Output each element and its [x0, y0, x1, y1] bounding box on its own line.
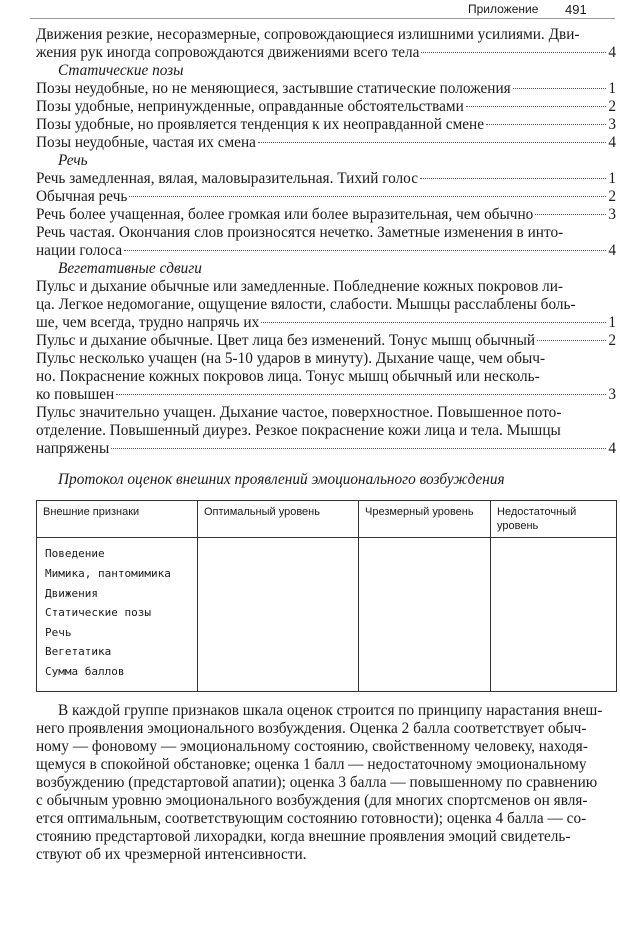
- dot-leader: [535, 214, 606, 215]
- entry-text: нации голоса: [36, 242, 123, 259]
- score-value: 4: [608, 242, 616, 259]
- column-header: Недостаточный уровень: [491, 501, 617, 538]
- entry-text: Пульс и дыхание обычные. Цвет лица без изменений. Тонус мышц обычный: [36, 332, 536, 349]
- entry-text: ше, чем всегда, трудно напрячь их: [36, 314, 260, 331]
- entry-text: отделение. Повышенный диурез. Резкое покраснение кожи лица и тела. Мышцы: [36, 422, 561, 439]
- dot-leader: [261, 322, 606, 323]
- protocol-title: Протокол оценок внешних проявлений эмоционального возбуждения: [58, 471, 505, 488]
- header-rule: [30, 18, 615, 19]
- scored-line: [36, 80, 616, 98]
- score-value: 3: [608, 116, 616, 133]
- column-header: Внешние признаки: [37, 501, 198, 538]
- scored-line: [36, 170, 616, 188]
- scored-line: [36, 242, 616, 260]
- paragraph-line: стоянию предстартовой лихорадки, когда внешние проявления эмоций свидетель-: [36, 828, 571, 845]
- protocol-table: [36, 500, 617, 692]
- score-value: 1: [608, 170, 616, 187]
- entry-text: Пульс несколько учащен (на 5-10 ударов в минуту). Дыхание чаще, чем обыч-: [36, 350, 546, 367]
- scored-line: [36, 386, 616, 404]
- score-value: 2: [608, 332, 616, 349]
- score-value: 2: [608, 188, 616, 205]
- paragraph-line: возбуждению (предстартовой апатии); оценка 3 балла — повышенному по сравнению: [36, 774, 598, 791]
- empty-cell-insufficient: [491, 538, 617, 692]
- paragraph-line: него проявления эмоционального возбуждения. Оценка 2 балла соответствует обыч-: [36, 720, 587, 737]
- dot-leader: [466, 106, 606, 107]
- dot-leader: [420, 178, 606, 179]
- entry-text: Речь более учащенная, более громкая или более выразительная, чем обычно: [36, 206, 534, 223]
- entry-text: Речь замедленная, вялая, маловыразительная. Тихий голос: [36, 170, 419, 187]
- scored-line: [36, 188, 616, 206]
- dot-leader: [486, 124, 606, 125]
- dot-leader: [111, 448, 606, 449]
- table-header-row: [37, 501, 617, 538]
- scored-line: [36, 440, 616, 458]
- dot-leader: [537, 340, 606, 341]
- paragraph-line: ствуют об их чрезмерной интенсивности.: [36, 846, 307, 863]
- paragraph-line: щемуся в спокойной обстановке; оценка 1 балл — недостаточному эмоциональному: [36, 756, 587, 773]
- entry-text: Пульс значительно учащен. Дыхание частое, поверхностное. Повышенное пото-: [36, 404, 562, 421]
- scored-line: [36, 332, 616, 350]
- page-number: 491: [565, 2, 587, 17]
- entry-text: Движения резкие, несоразмерные, сопровождающиеся излишними усилиями. Дви-: [36, 26, 580, 43]
- rating-scale-entries: [36, 26, 616, 458]
- entry-text: Позы удобные, но проявляется тенденция к их неоправданной смене: [36, 116, 485, 133]
- entry-text: Позы удобные, непринужденные, оправданные обстоятельствами: [36, 98, 464, 115]
- scored-line: [36, 206, 616, 224]
- row-label: Речь: [45, 625, 72, 639]
- dot-leader: [116, 394, 606, 395]
- section-subheading: Статические позы: [58, 62, 184, 79]
- entry-text: жения рук иногда сопровождаются движениями всего тела: [36, 44, 420, 61]
- score-value: 2: [608, 98, 616, 115]
- row-label: Сумма баллов: [45, 664, 125, 678]
- entry-text: но. Покраснение кожных покровов лица. Тонус мышц обычный или несколь-: [36, 368, 540, 385]
- scored-line: [36, 314, 616, 332]
- column-header: Оптимальный уровень: [198, 501, 359, 538]
- explanation-paragraph: [36, 702, 616, 864]
- score-value: 1: [608, 314, 616, 331]
- entry-text: ко повышен: [36, 386, 115, 403]
- row-label: Вегетатика: [45, 645, 112, 658]
- scored-line: [36, 116, 616, 134]
- entry-text: Позы неудобные, частая их смена: [36, 134, 256, 151]
- score-value: 4: [608, 44, 616, 61]
- entry-text: напряжены: [36, 440, 110, 457]
- score-value: 3: [608, 206, 616, 223]
- scored-line: [36, 44, 616, 62]
- row-label: Мимика, пантомимика: [45, 566, 171, 580]
- section-subheading: Вегетативные сдвиги: [58, 260, 202, 277]
- score-value: 4: [608, 134, 616, 151]
- score-value: 1: [608, 80, 616, 97]
- section-subheading: Речь: [58, 152, 88, 169]
- dot-leader: [513, 88, 606, 89]
- entry-text: Речь частая. Окончания слов произносятся нечетко. Заметные изменения в инто-: [36, 224, 564, 241]
- entry-text: ца. Легкое недомогание, ощущение вялости, слабости. Мышцы расслаблены боль-: [36, 296, 576, 313]
- page-header: [0, 2, 620, 18]
- scored-line: [36, 134, 616, 152]
- running-head-section: Приложение: [468, 2, 539, 16]
- paragraph-line: ется оптимальным, соответствующим состоянию готовности); оценка 4 балла — со-: [36, 810, 587, 827]
- dot-leader: [421, 52, 606, 53]
- row-label: Статические позы: [45, 606, 151, 619]
- row-labels-cell: [37, 538, 198, 692]
- empty-cell-excessive: [359, 538, 491, 692]
- empty-cell-optimal: [198, 538, 359, 692]
- column-header: Чрезмерный уровень: [359, 501, 491, 538]
- paragraph-line: с обычным уровню эмоционального возбуждения (для многих спортсменов он явля‑: [36, 792, 588, 809]
- dot-leader: [129, 196, 606, 197]
- paragraph-line: В каждой группе признаков шкала оценок строится по принципу нарастания внеш-: [58, 702, 603, 719]
- score-value: 3: [608, 386, 616, 403]
- score-value: 4: [608, 440, 616, 457]
- table-body-row: [37, 538, 617, 692]
- entry-text: Пульс и дыхание обычные или замедленные. Побледнение кожных покровов ли-: [36, 278, 564, 295]
- scored-line: [36, 98, 616, 116]
- protocol-table-wrap: [36, 500, 616, 692]
- paragraph-line: ному — фоновому — эмоциональному состоянию, свойственному человеку, находя-: [36, 738, 588, 755]
- entry-text: Обычная речь: [36, 188, 128, 205]
- row-label: Поведение: [45, 547, 105, 560]
- dot-leader: [124, 250, 606, 251]
- entry-text: Позы неудобные, но не меняющиеся, застывшие статические положения: [36, 80, 511, 97]
- dot-leader: [258, 142, 606, 143]
- row-label: Движения: [45, 586, 98, 600]
